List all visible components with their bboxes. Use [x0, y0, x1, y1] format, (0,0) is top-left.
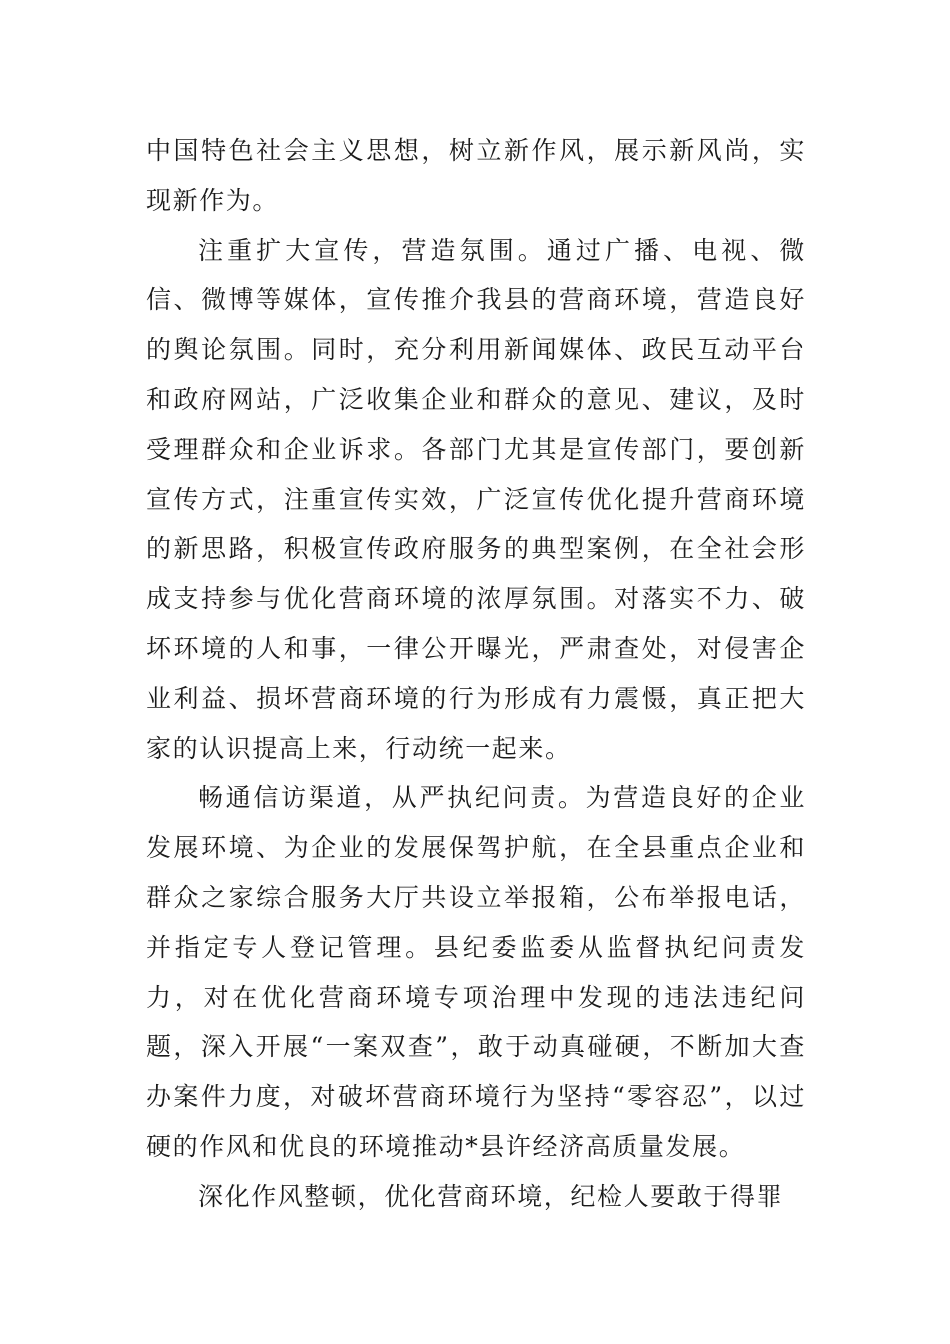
- document-body: [146, 126, 806, 1222]
- paragraph-continuation: 中国特色社会主义思想，树立新作风，展示新风尚，实现新作为。: [146, 136, 806, 215]
- paragraph-publicity: 注重扩大宣传，营造氛围。通过广播、电视、微信、微博等媒体，宣传推介我县的营商环境，营造良好的舆论氛围。同时，充分利用新闻媒体、政民互动平台和政府网站，广泛收集企业和群众的意见、建议，及时受理群众和企业诉求。各部门尤其是宣传部门，要创新宣传方式，注重宣传实效，广泛宣传优化提升营商环境的新思路，积极宣传政府服务的典型案例，在全社会形成支持参与优化营商环境的浓厚氛围。对落实不力、破坏环境的人和事，一律公开曝光，严肃查处，对侵害企业利益、损坏营商环境的行为形成有力震慑，真正把大家的认识提高上来，行动统一起来。: [146, 235, 806, 763]
- paragraph-style-rectification: 深化作风整顿，优化营商环境，纪检人要敢于得罪: [198, 1181, 784, 1211]
- paragraph-petition-channels: 畅通信访渠道，从严执纪问责。为营造良好的企业发展环境、为企业的发展保驾护航，在全县重点企业和群众之家综合服务大厅共设立举报箱，公布举报电话，并指定专人登记管理。县纪委监委从监督执纪问责发力，对在优化营商环境专项治理中发现的违法违纪问题，深入开展“一案双查”，敢于动真碰硬，不断加大查办案件力度，对破坏营商环境行为坚持“零容忍”，以过硬的作风和优良的环境推动*县许经济高质量发展。: [146, 783, 806, 1161]
